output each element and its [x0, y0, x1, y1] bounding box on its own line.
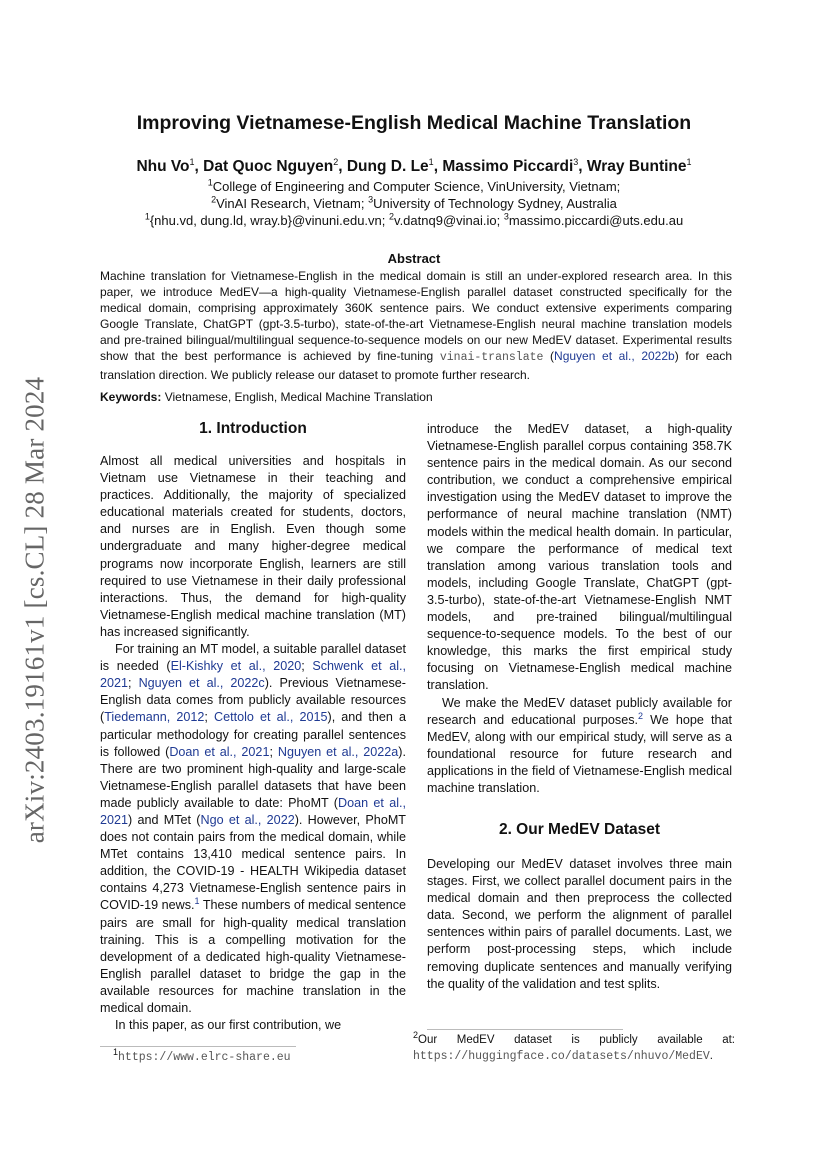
code-term: vinai-translate — [439, 351, 544, 365]
author-name: Dat Quoc Nguyen — [203, 158, 334, 175]
left-column — [100, 453, 406, 1034]
author-name: Nhu Vo — [136, 158, 190, 175]
keywords — [100, 390, 732, 404]
paragraph: In this paper, as our first contribution, we — [115, 1018, 342, 1033]
citation-link[interactable]: Ngo et al., 2022 — [200, 812, 295, 827]
footnote-url[interactable]: https://www.elrc-share.eu — [118, 1051, 291, 1064]
right-column-bottom — [427, 856, 732, 993]
citation-link[interactable]: Tiedemann, 2012 — [104, 710, 205, 725]
citation-link[interactable]: Schwenk et al., 2021 — [100, 659, 407, 691]
citation-link[interactable]: Nguyen et al., 2022b — [554, 349, 675, 364]
section-heading-dataset: 2. Our MedEV Dataset — [498, 821, 661, 838]
citation-link[interactable]: El-Kishky et al., 2020 — [170, 659, 302, 674]
email[interactable]: massimo.piccardi@uts.edu.au — [508, 213, 684, 228]
arxiv-identifier: arXiv:2403.19161v1 [cs.CL] 28 Mar 2024 — [19, 376, 50, 844]
paragraph: introduce the MedEV dataset, a high-quality Vietnamese-English parallel corpus containing 358.7K sentence pairs in the medical domain. As our second contribution, we conduct a comprehensive empirical investigation using the MedEV dataset to improve the performance of neural machine translation (NMT) models within the medical health domain. In particular, we compare the performance of medical text translation among various translation tools and models, including Google Translate, ChatGPT (gpt-3.5-turbo), state-of-the-art Vietnamese-English NMT models, and pre-trained bilingual/multilingual sequence-to-sequence models. To the best of our knowledge, this marks the first empirical study focusing on Vietnamese-English medical machine translation. — [427, 422, 732, 693]
paragraph: Developing our MedEV dataset involves three main stages. First, we collect parallel document pairs in the medical domain and then preprocess the collected data. Second, we perform the alignment of parallel sentences within pairs of parallel documents. Last, we perform post-processing steps, which include removing duplicate sentences and manually verifying the quality of the validation and test splits. — [427, 857, 732, 991]
keywords-label: Keywords: — [100, 390, 162, 404]
footnote-divider — [100, 1046, 296, 1047]
email[interactable]: v.datnq9@vinai.io; — [394, 213, 501, 228]
abstract-heading: Abstract — [387, 251, 441, 266]
footnote-2: $^2$Our MedEV dataset is publicly available at: https://huggingface.co/datasets/nhuvo/MedEV. — [413, 1030, 735, 1063]
footnote-mark[interactable]: 2 — [638, 710, 644, 721]
footnote-divider — [427, 1029, 623, 1030]
footnote-mark[interactable]: 1 — [194, 896, 200, 907]
citation-link[interactable]: Doan et al., 2021 — [100, 795, 406, 827]
citation-link[interactable]: Nguyen et al., 2022c — [138, 676, 265, 691]
affiliation-line-2: $^2$VinAI Research, Vietnam; $^3$University of Technology Sydney, Australia — [211, 194, 617, 211]
author-name: Massimo Piccardi — [442, 158, 574, 175]
email-line: $^1${nhu.vd, dung.ld, wray.b}@vinuni.edu.vn; $^2$v.datnq9@vinai.io; $^3$massimo.piccardi@uts.edu.au — [144, 211, 684, 228]
author-name: Dung D. Le — [346, 158, 429, 175]
author-list: Nhu Vo$^1$, Dat Quoc Nguyen$^2$, Dung D. Le$^1$, Massimo Piccardi$^3$, Wray Buntine$^1$ — [136, 156, 692, 175]
citation-link[interactable]: Cettolo et al., 2015 — [213, 710, 328, 725]
section-heading-introduction: 1. Introduction — [199, 420, 307, 437]
arxiv-sidebar — [0, 360, 70, 860]
citation-link[interactable]: Doan et al., 2021 — [169, 744, 270, 759]
keywords-list: Vietnamese, English, Medical Machine Translation — [164, 390, 433, 404]
citation-link[interactable]: Nguyen et al., 2022a — [277, 744, 399, 759]
email[interactable]: {nhu.vd, dung.ld, wray.b}@vinuni.edu.vn; — [149, 213, 386, 228]
author-name: Wray Buntine — [586, 158, 687, 175]
affiliation-line-1: $^1$College of Engineering and Computer Science, VinUniversity, Vietnam; — [207, 177, 621, 194]
paragraph: For training an MT model, a suitable parallel dataset is needed (El-Kishky et al., 2020; Schwenk et al., 2021; Nguyen et al., 2022c). Previous Vietnamese-English data comes from publicly available resources (Tiedemann, 2012; Cettolo et al., 2015), and then a particular methodology for creating parallel sentences is followed (Doan et al., 2021; Nguyen et al., 2022a). There are two prominent high-quality and large-scale Vietnamese-English parallel datasets that have been made publicly available to date: PhoMT (Doan et al., 2021) and MTet (Ngo et al., 2022). However, PhoMT does not contain pairs from the medical domain, while MTet contains 13,410 medical sentence pairs. In addition, the COVID-19 - HEALTH Wikipedia dataset contains 4,273 Vietnamese-English sentence pairs in COVID-19 news.$^1$ These numbers of medical sentence pairs are small for high-quality medical translation training. This is a compelling motivation for the development of a dedicated high-quality Vietnamese-English parallel dataset to bridge the gap in the available resources for machine translation in the medical domain. — [100, 642, 407, 1015]
right-column-top — [427, 421, 732, 797]
abstract-body: Machine translation for Vietnamese-English in the medical domain is still an under-explored research area. In this paper, we introduce MedEV—a high-quality Vietnamese-English parallel dataset constructed specifically for the medical domain, comprising approximately 360K sentence pairs. We conduct extensive experiments comparing Google Translate, ChatGPT (gpt-3.5-turbo), state-of-the-art Vietnamese-English neural machine translation models and pre-trained bilingual/multilingual sequence-to-sequence models on our new MedEV dataset. Experimental results show that the best performance is achieved by fine-tuning vinai-translate (Nguyen et al., 2022b) for each translation direction. We publicly release our dataset to promote further research. — [100, 269, 732, 382]
footnote-url[interactable]: https://huggingface.co/datasets/nhuvo/MedEV — [413, 1050, 710, 1063]
paper-title: Improving Vietnamese-English Medical Machine Translation — [136, 112, 692, 134]
paragraph: We make the MedEV dataset publicly available for research and educational purposes.$^2$ We hope that MedEV, along with our empirical study, will serve as a foundational resource for future research and applications in the field of Vietnamese-English medical machine translation. — [427, 695, 732, 795]
footnote-1: $^1$https://www.elrc-share.eu — [113, 1047, 291, 1064]
paragraph: Almost all medical universities and hospitals in Vietnam use Vietnamese in their teaching and practices. Additionally, the majority of specialized educational materials created for students, doctors, and nurses are in English. Even though some undergraduate and many higher-degree medical programs now incorporate English, learners are still required to use Vietnamese in their daily professional interactions. Thus, the demand for high-quality Vietnamese-English medical machine translation (MT) has increased significantly. — [100, 454, 406, 639]
